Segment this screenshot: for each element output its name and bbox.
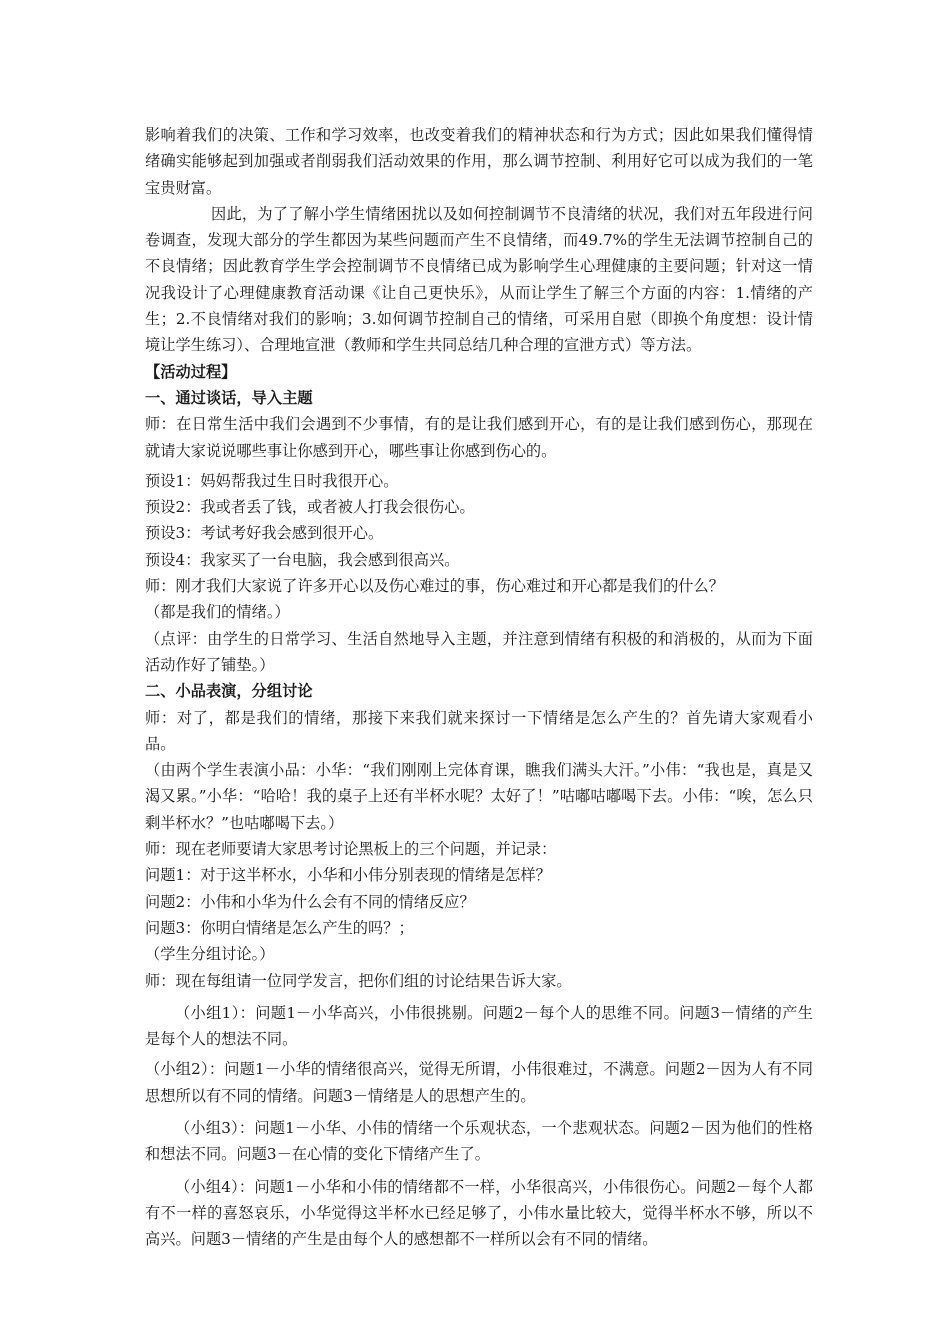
question-3: 问题3：你明白情绪是怎么产生的吗？；: [145, 918, 414, 937]
section1-heading: 一、通过谈话，导入主题: [145, 388, 313, 407]
group-2-answer: （小组2）：问题1－小华的情绪很高兴，觉得无所谓，小伟很难过，不满意。问题2－因为人有不同思想所以有不同的情绪。问题3－情绪是人的思想产生的。: [145, 1060, 813, 1105]
preset-4: 预设4：我家买了一台电脑，我会感到很高兴。: [145, 550, 460, 569]
preset-1: 预设1：妈妈帮我过生日时我很开心。: [145, 471, 399, 490]
teacher-line-5: 师：现在每组请一位同学发言，把你们组的讨论结果告诉大家。: [145, 971, 572, 990]
teacher-line-4: 师：现在老师要请大家思考讨论黑板上的三个问题，并记录：: [145, 840, 557, 859]
group-1-answer: （小组1）：问题1－小华高兴，小伟很挑剔。问题2－每个人的思维不同。问题3－情绪的产生是每个人的想法不同。: [145, 1003, 813, 1049]
section2-heading: 二、小品表演，分组讨论: [145, 682, 313, 701]
group-3-answer: （小组3）：问题1－小华、小伟的情绪一个乐观状态，一个悲观状态。问题2－因为他们的性格和想法不同。问题3－在心情的变化下情绪产生了。: [145, 1118, 813, 1164]
intro-paragraph: 影响着我们的决策、工作和学习效率，也改变着我们的精神状态和行为方式；因此如果我们懂得情绪确实能够起到加强或者削弱我们活动效果的作用，那么调节控制、利用好它可以成为我们的一笔宝贵财富。: [145, 126, 813, 197]
activity-process-heading: 【活动过程】: [145, 362, 237, 381]
teacher-line-1: 师：在日常生活中我们会遇到不少事情，有的是让我们感到开心，有的是让我们感到伤心，那现在就请大家说说哪些事让你感到开心，哪些事让你感到伤心的。: [145, 415, 813, 460]
answer-line-2: （都是我们的情绪。）: [145, 603, 290, 622]
question-2: 问题2：小伟和小华为什么会有不同的情绪反应？: [145, 892, 475, 911]
skit-paragraph: （由两个学生表演小品：小华：“我们刚刚上完体育课，瞧我们满头大汗。”小伟：“我也是，真是又渴又累。”小华：“哈哈！我的桌子上还有半杯水呢？太好了！”咕嘟咕嘟喝下去。小伟：“唉，怎么只剩半杯水？”也咕嘟喝下去。）: [145, 761, 813, 832]
comment-1: （点评：由学生的日常学习、生活自然地导入主题，并注意到情绪有积极的和消极的，从而为下面活动作好了铺垫。）: [145, 629, 813, 674]
preset-2: 预设2：我或者丢了钱，或者被人打我会很伤心。: [145, 498, 475, 517]
preset-3: 预设3：考试考好我会感到很开心。: [145, 524, 384, 543]
group-4-answer: （小组4）：问题1－小华和小伟的情绪都不一样，小华很高兴，小伟很伤心。问题2－每个人都有不一样的喜怒哀乐，小华觉得这半杯水已经足够了，小伟水量比较大，觉得半杯水不够，所以不高兴。问题3－情绪的产生是由每个人的感想都不一样所以会有不同的情绪。: [145, 1177, 813, 1249]
teacher-line-3: 师：对了，都是我们的情绪，那接下来我们就来探讨一下情绪是怎么产生的？首先请大家观看小品。: [145, 708, 813, 753]
document-body: [145, 122, 813, 1252]
teacher-line-2: 师：刚才我们大家说了许多开心以及伤心难过的事，伤心难过和开心都是我们的什么？: [145, 577, 725, 596]
background-paragraph: 因此，为了了解小学生情绪困扰以及如何控制调节不良清绪的状况，我们对五年段进行问卷调查，发现大部分的学生都因为某些问题而产生不良情绪，而49.7%的学生无法调节控制自己的不良情绪；因此教育学生学会控制调节不良情绪已成为影响学生心理健康的主要问题；针对这一情况我设计了心理健康教育活动课《让自己更快乐》，从而让学生了解三个方面的内容：1.情绪的产生；2.不良情绪对我们的影响；3.如何调节控制自己的情绪，可采用自慰（即换个角度想：设计情境让学生练习）、合理地宣泄（教师和学生共同总结几种合理的宣泄方式）等方法。: [145, 204, 813, 355]
question-1: 问题1：对于这半杯水，小华和小伟分别表现的情绪是怎样？: [145, 866, 551, 885]
discussion-note: （学生分组讨论。）: [145, 945, 275, 964]
